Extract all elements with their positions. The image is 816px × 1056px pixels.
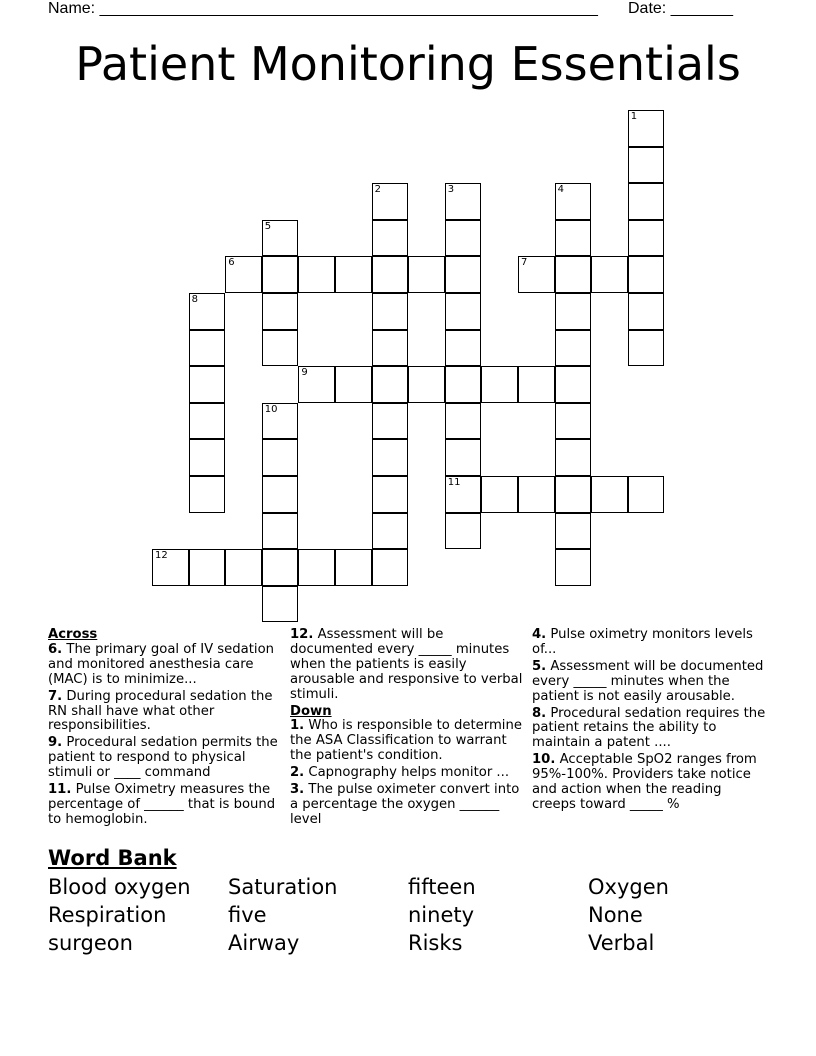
- down-heading: Down: [290, 703, 332, 719]
- crossword-cell[interactable]: [628, 330, 665, 367]
- crossword-cell[interactable]: [518, 366, 555, 403]
- word-bank-item: Respiration: [48, 903, 167, 927]
- crossword-cell[interactable]: [481, 476, 518, 513]
- crossword-cell[interactable]: [262, 439, 299, 476]
- clue-across-7: [48, 690, 284, 735]
- cell-number: 1: [630, 111, 638, 122]
- page-title: Patient Monitoring Essentials: [75, 37, 741, 91]
- crossword-cell[interactable]: [445, 476, 482, 513]
- word-bank-item: surgeon: [48, 931, 133, 955]
- crossword-cell[interactable]: [555, 513, 592, 550]
- crossword-cell[interactable]: [335, 549, 372, 586]
- clue-text: During procedural sedation the RN shall have what other responsibilities.: [48, 688, 273, 734]
- crossword-cell[interactable]: [372, 513, 409, 550]
- cell-number: 2: [374, 184, 381, 196]
- crossword-cell[interactable]: [372, 183, 409, 220]
- crossword-cell[interactable]: [591, 256, 628, 293]
- crossword-cell[interactable]: [628, 110, 665, 147]
- across-heading: Across: [48, 627, 98, 642]
- word-bank-item: Oxygen: [588, 875, 669, 899]
- clue-number: 2.: [290, 765, 305, 781]
- crossword-cell[interactable]: [445, 293, 482, 330]
- crossword-cell[interactable]: [372, 256, 409, 293]
- cell-number: 5: [264, 220, 272, 232]
- crossword-cell[interactable]: [262, 256, 299, 293]
- crossword-cell[interactable]: [445, 366, 482, 403]
- clues-column-3: [532, 628, 768, 815]
- crossword-cell[interactable]: [445, 513, 482, 550]
- crossword-cell[interactable]: [298, 366, 335, 403]
- cell-number: 7: [521, 257, 528, 269]
- crossword-cell[interactable]: [518, 256, 555, 293]
- clue-number: 3.: [290, 782, 305, 798]
- crossword-cell[interactable]: [225, 256, 262, 293]
- word-bank-item: Risks: [408, 931, 463, 955]
- word-bank-item: Saturation: [228, 875, 338, 899]
- crossword-cell[interactable]: [372, 403, 409, 440]
- clue-number: 9.: [48, 735, 63, 751]
- name-field-label[interactable]: Name: ________________________________________________________: [48, 0, 598, 17]
- crossword-cell[interactable]: [628, 293, 665, 330]
- cell-number: 8: [191, 294, 198, 305]
- crossword-cell[interactable]: [189, 293, 226, 330]
- clue-down-2: [290, 766, 526, 781]
- crossword-cell[interactable]: [445, 403, 482, 440]
- word-bank-item: five: [228, 903, 267, 927]
- crossword-cell[interactable]: [298, 549, 335, 586]
- word-bank-item: ninety: [408, 903, 475, 927]
- crossword-cell[interactable]: [555, 220, 592, 257]
- clues-column-1: [48, 628, 284, 830]
- word-bank-item: None: [588, 903, 643, 927]
- crossword-cell[interactable]: [591, 476, 628, 513]
- crossword-cell[interactable]: [262, 293, 299, 330]
- crossword-cell[interactable]: [445, 183, 482, 220]
- date-field-label[interactable]: Date: _______: [628, 0, 733, 17]
- crossword-cell[interactable]: [372, 549, 409, 586]
- crossword-cell[interactable]: [372, 366, 409, 403]
- crossword-cell[interactable]: [445, 330, 482, 367]
- clue-number: 7.: [48, 688, 63, 704]
- cell-number: 10: [264, 403, 278, 415]
- crossword-cell[interactable]: [262, 513, 299, 550]
- clue-number: 1.: [290, 718, 305, 734]
- crossword-cell[interactable]: [628, 220, 665, 257]
- crossword-cell[interactable]: [481, 366, 518, 403]
- clue-number: 8.: [532, 705, 547, 721]
- cell-number: 3: [447, 184, 455, 196]
- cell-number: 9: [301, 367, 308, 379]
- clue-number: 12.: [290, 627, 314, 642]
- crossword-cell[interactable]: [335, 366, 372, 403]
- clue-down-1: [290, 719, 526, 764]
- clue-number: 6.: [48, 641, 63, 657]
- cell-number: 12: [155, 550, 168, 562]
- word-bank-item: Airway: [228, 931, 300, 955]
- crossword-cell[interactable]: [262, 476, 299, 513]
- crossword-cell[interactable]: [152, 549, 189, 586]
- crossword-cell[interactable]: [189, 549, 226, 586]
- clue-across-6: [48, 643, 284, 688]
- clue-text: Assessment will be documented every _____ minutes when the patient is not easily arousable.: [532, 658, 764, 704]
- clue-down-5: [532, 660, 768, 705]
- crossword-cell[interactable]: [555, 549, 592, 586]
- crossword-cell[interactable]: [372, 220, 409, 257]
- crossword-cell[interactable]: [555, 183, 592, 220]
- clue-text: The pulse oximeter convert into a percentage the oxygen ______ level: [290, 782, 520, 827]
- crossword-cell[interactable]: [262, 220, 299, 257]
- crossword-cell[interactable]: [298, 256, 335, 293]
- clue-text: The primary goal of IV sedation and monitored anesthesia care (MAC) is to minimize...: [48, 641, 274, 687]
- crossword-cell[interactable]: [408, 256, 445, 293]
- clue-text: Pulse oximetry monitors levels of...: [532, 627, 753, 657]
- crossword-cell[interactable]: [628, 183, 665, 220]
- clue-text: Who is responsible to determine the ASA Classification to warrant the patient's condition.: [290, 718, 522, 764]
- crossword-cell[interactable]: [628, 256, 665, 293]
- word-bank-item: Blood oxygen: [48, 875, 191, 899]
- clue-down-8: [532, 707, 768, 752]
- clue-text: Acceptable SpO2 ranges from 95%-100%. Providers take notice and action when the reading creeps toward _____ %: [532, 752, 757, 812]
- clue-text: Capnography helps monitor ...: [308, 765, 510, 781]
- crossword-cell[interactable]: [518, 476, 555, 513]
- crossword-cell[interactable]: [189, 439, 226, 476]
- clue-down-3: [290, 783, 526, 828]
- crossword-cell[interactable]: [189, 476, 226, 513]
- clue-text: Pulse Oximetry measures the percentage of ______ that is bound to hemoglobin.: [48, 782, 276, 827]
- crossword-cell[interactable]: [372, 330, 409, 367]
- crossword-cell[interactable]: [555, 330, 592, 367]
- clue-across-9: [48, 736, 284, 781]
- crossword-cell[interactable]: [189, 366, 226, 403]
- crossword-cell[interactable]: [189, 403, 226, 440]
- crossword-cell[interactable]: [628, 476, 665, 513]
- clues-column-2: [290, 628, 526, 830]
- crossword-cell[interactable]: [555, 476, 592, 513]
- word-bank-item: Verbal: [588, 931, 655, 955]
- cell-number: 4: [557, 184, 564, 196]
- crossword-cell[interactable]: [555, 366, 592, 403]
- cell-number: 11: [447, 477, 461, 488]
- crossword-cell[interactable]: [225, 549, 262, 586]
- clue-number: 4.: [532, 627, 547, 642]
- crossword-cell[interactable]: [445, 256, 482, 293]
- crossword-cell[interactable]: [372, 293, 409, 330]
- clue-text: Procedural sedation requires the patient retains the ability to maintain a patent ....: [532, 705, 766, 751]
- crossword-cell[interactable]: [555, 256, 592, 293]
- clue-number: 5.: [532, 658, 547, 674]
- crossword-cell[interactable]: [262, 586, 299, 623]
- crossword-cell[interactable]: [262, 330, 299, 367]
- crossword-cell[interactable]: [555, 403, 592, 440]
- crossword-cell[interactable]: [555, 293, 592, 330]
- clue-number: 11.: [48, 782, 72, 798]
- crossword-cell[interactable]: [372, 439, 409, 476]
- clue-across-12: [290, 628, 526, 703]
- clue-down-4: [532, 628, 768, 658]
- word-bank-title: Word Bank: [48, 846, 177, 870]
- cell-number: 6: [228, 257, 235, 269]
- crossword-cell[interactable]: [335, 256, 372, 293]
- crossword-cell[interactable]: [445, 439, 482, 476]
- clue-text: Procedural sedation permits the patient to respond to physical stimuli or ____ command: [48, 735, 278, 781]
- crossword-cell[interactable]: [372, 476, 409, 513]
- crossword-cell[interactable]: [408, 366, 445, 403]
- crossword-cell[interactable]: [445, 220, 482, 257]
- crossword-cell[interactable]: [262, 549, 299, 586]
- clue-number: 10.: [532, 752, 556, 768]
- clue-across-11: [48, 783, 284, 828]
- crossword-cell[interactable]: [628, 147, 665, 184]
- clue-text: Assessment will be documented every _____ minutes when the patients is easily arousable and responsive to verbal stimuli.: [290, 627, 523, 702]
- crossword-cell[interactable]: [262, 403, 299, 440]
- crossword-cell[interactable]: [189, 330, 226, 367]
- crossword-cell[interactable]: [555, 439, 592, 476]
- word-bank-item: fifteen: [408, 875, 476, 899]
- clue-down-10: [532, 753, 768, 813]
